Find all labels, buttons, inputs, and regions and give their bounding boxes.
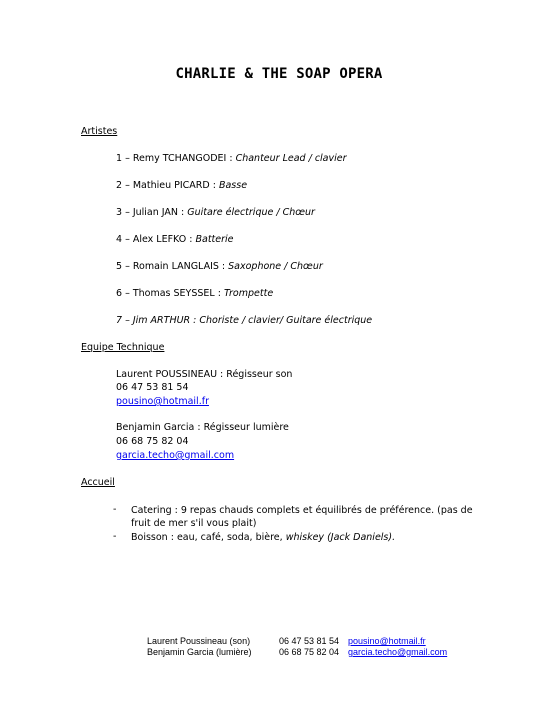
artist-line-3 — [116, 207, 315, 218]
artist-role: Chanteur Lead / clavier — [235, 153, 347, 164]
artist-line-5 — [116, 261, 323, 272]
tech-member-email-wrap — [116, 396, 209, 407]
artist-role: Trompette — [223, 288, 274, 299]
artist-name: 2 – Mathieu PICARD : — [116, 180, 219, 191]
bullet-dash: - — [113, 531, 117, 542]
footer-email-link[interactable]: pousino@hotmail.fr — [348, 636, 426, 646]
footer-email-wrap — [348, 636, 426, 646]
bullet-text: Catering : 9 repas chauds complets et équilibrés de préférence. (pas de fruit de mer s'il vous plait) — [131, 505, 473, 529]
footer-email-wrap — [348, 647, 447, 657]
artist-line-7 — [116, 315, 372, 326]
tech-member-name-role: Laurent POUSSINEAU : Régisseur son — [116, 369, 293, 380]
bullet-text-plain: Boisson : eau, café, soda, bière, — [131, 532, 286, 543]
bullet-text — [131, 531, 491, 544]
artist-role: Guitare électrique / Chœur — [187, 207, 315, 218]
bullet-dash: - — [113, 504, 117, 515]
artist-name: 6 – Thomas SEYSSEL : — [116, 288, 224, 299]
tech-member-email-wrap — [116, 450, 234, 461]
artist-role: Saxophone / Chœur — [228, 261, 323, 272]
artist-line-1 — [116, 153, 347, 164]
email-link[interactable]: garcia.techo@gmail.com — [116, 450, 235, 461]
section-heading-artistes: Artistes — [81, 126, 118, 137]
section-heading-equipe: Equipe Technique — [81, 342, 165, 353]
artist-role: Basse — [218, 180, 248, 191]
section-heading-accueil: Accueil — [81, 477, 115, 488]
footer-email-link[interactable]: garcia.techo@gmail.com — [348, 647, 448, 657]
tech-member-phone: 06 68 75 82 04 — [116, 436, 189, 447]
bullet-text-italic: whiskey (Jack Daniels). — [285, 532, 396, 543]
artist-name: 5 – Romain LANGLAIS : — [116, 261, 229, 272]
artist-name: 3 – Julian JAN : — [116, 207, 188, 218]
artist-role: Choriste / clavier/ Guitare électrique — [199, 315, 373, 326]
artist-name: 1 – Remy TCHANGODEI : — [116, 153, 236, 164]
footer-name: Laurent Poussineau (son) — [147, 636, 251, 646]
footer-phone: 06 47 53 81 54 — [279, 636, 340, 646]
footer-name: Benjamin Garcia (lumière) — [147, 647, 252, 657]
artist-name: 4 – Alex LEFKO : — [116, 234, 196, 245]
artist-line-4 — [116, 234, 234, 245]
tech-member-name-role: Benjamin Garcia : Régisseur lumière — [116, 422, 289, 433]
artist-line-2 — [116, 180, 247, 191]
artist-line-6 — [116, 288, 273, 299]
artist-name: 7 – Jim ARTHUR : — [116, 315, 200, 326]
footer-phone: 06 68 75 82 04 — [279, 647, 340, 657]
tech-member-phone: 06 47 53 81 54 — [116, 382, 189, 393]
document-title: CHARLIE & THE SOAP OPERA — [175, 66, 383, 82]
artist-role: Batterie — [195, 234, 234, 245]
email-link[interactable]: pousino@hotmail.fr — [116, 396, 209, 407]
